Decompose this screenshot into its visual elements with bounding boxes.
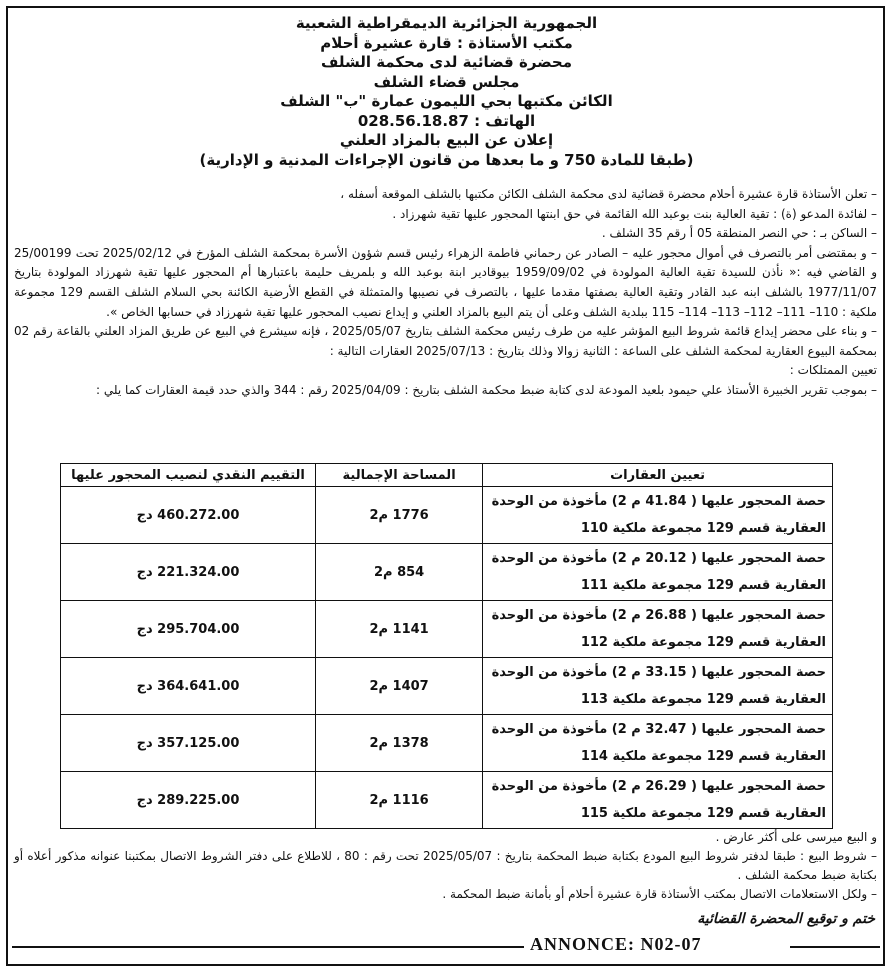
property-description: حصة المحجور عليها ( 41.84 م 2) مأخوذة من الوحدة العقارية قسم 129 مجموعة ملكية 110 [483,487,833,544]
header-value: التقييم النقدي لنصيب المحجور عليها [61,464,316,487]
footer-inquiries: – ولكل الاستعلامات الاتصال بمكتب الأستاذة قارة عشيرة أحلام أو بأمانة ضبط المحكمة . [442,887,877,901]
table-row [61,544,833,601]
property-value: 295.704.00 دج [61,601,316,658]
announcement-footer [14,828,877,904]
paragraph-beneficiary: – لفائدة المدعو (ة) : تقية العالية بنت بوعبد الله القائمة في حق ابنتها المحجور عليها تقية شهرزاد . [392,206,877,221]
property-value: 364.641.00 دج [61,658,316,715]
property-description: حصة المحجور عليها ( 26.88 م 2) مأخوذة من الوحدة العقارية قسم 129 مجموعة ملكية 112 [483,601,833,658]
paragraph-sale-details: – و بناء على محضر إيداع قائمة شروط البيع المؤشر عليه من طرف رئيس محكمة الشلف بتاريخ 2025/05/07 ، فإنه سيشرع في البيع عن طريق المزاد العلني بالقاعة رقم 02 بمحكمة البيوع العقارية لمحكمة الشلف على الساعة : الثانية زوالا وذلك بتاريخ : 2025/07/13 العقارات التالية : [14,324,877,358]
bottom-rule-left [12,946,524,948]
document-title: إعلان عن البيع بالمزاد العلني [339,131,554,149]
property-table [60,463,833,829]
property-value: 221.324.00 دج [61,544,316,601]
property-area: 1116 م2 [316,772,483,829]
property-area: 1407 م2 [316,658,483,715]
table-row [61,772,833,829]
document-subtitle: (طبقا للمادة 750 و ما بعدها من قانون الإجراءات المدنية و الإدارية) [199,150,694,169]
role-line: محضرة قضائية لدى محكمة الشلف [320,53,573,71]
paragraph-expert-report: – بموجب تقرير الخبيرة الأستاذ علي حيمود بلعيد المودعة لدى كتابة ضبط محكمة الشلف بتاريخ : 2025/04/09 رقم : 344 والذي حدد قيمة العقارات كما يلي : [96,382,877,397]
table-row [61,601,833,658]
footer-highest-bidder: و البيع ميرسى على أكثر عارض . [715,830,877,844]
property-value: 460.272.00 دج [61,487,316,544]
property-value: 289.225.00 دج [61,772,316,829]
property-area: 1378 م2 [316,715,483,772]
property-area: 1141 م2 [316,601,483,658]
table-row [61,487,833,544]
property-description: حصة المحجور عليها ( 20.12 م 2) مأخوذة من الوحدة العقارية قسم 129 مجموعة ملكية 111 [483,544,833,601]
signature-line: ختم و توقيع المحضرة القضائية [697,911,875,927]
footer-sale-conditions: – شروط البيع : طبقا لدفتر شروط البيع المودع بكتابة ضبط المحكمة بتاريخ : 2025/05/07 تحت رقم : 80 ، للاطلاع على دفتر الشروط الاتصال بمكتبنا عنوانه مذكور أعلاه أو بكتابة ضبط محكمة الشلف . [14,849,878,882]
paragraph-residence: – الساكن بـ : حي النصر المنطقة 05 أ رقم 35 الشلف . [601,226,877,241]
property-description: حصة المحجور عليها ( 26.29 م 2) مأخوذة من الوحدة العقارية قسم 129 مجموعة ملكية 115 [483,772,833,829]
header-property: تعيين العقارات [483,464,833,487]
property-area: 854 م2 [316,544,483,601]
council-line: مجلس قضاء الشلف [373,72,520,91]
table-row [61,715,833,772]
paragraph-court-order: – و بمقتضى أمر بالتصرف في أموال محجور عليه – الصادر عن رحماني فاطمة الزهراء رئيس قسم شؤون الأسرة بمحكمة الشلف المؤرخ في 2025/02/12 تحت 25/00199 و القاضي فيه :« نأذن للسيدة تقية العالية المولودة في 1959/09/02 بيوقادير ابنة بوعبد الله و بلمريف حليمة باعتبارها أم المحجور عليها تقية شهرزاد المولودة بتاريخ 1977/11/07 بالشلف ابنه عبد القادر وتقية العالية بصفتها مقدما عليها ، بالتصرف في نصيبها والمتمثلة في القطع الأرضية الكائنة بحي السلام الشلف القسم 129 مجموعة ملكية : 110– 111– 112– 113– 114– 115 ببلدية الشلف وعلى أن يتم البيع بالمزاد العلني و إيداع نصيب المحجور عليها تقية شهرزاد في حسابها الخاص ». [14,245,878,319]
table-header-row [61,464,833,487]
property-area: 1776 م2 [316,487,483,544]
document-header [0,14,893,170]
property-description: حصة المحجور عليها ( 32.47 م 2) مأخوذة من الوحدة العقارية قسم 129 مجموعة ملكية 114 [483,715,833,772]
phone-line: الهاتف : 028.56.18.87 [357,111,536,130]
property-description: حصة المحجور عليها ( 33.15 م 2) مأخوذة من الوحدة العقارية قسم 129 مجموعة ملكية 113 [483,658,833,715]
office-line: مكتب الأستاذة : قارة عشيرة أحلام [320,33,573,52]
republic-line: الجمهورية الجزائرية الديمقراطية الشعبية [295,14,598,32]
property-value: 357.125.00 دج [61,715,316,772]
table-row [61,658,833,715]
address-line: الكائن مكتبها بحي الليمون عمارة "ب" الشلف [280,92,613,110]
paragraph-property-heading: تعيين الممتلكات : [789,363,877,378]
paragraph-announcer: – تعلن الأستاذة قارة عشيرة أحلام محضرة قضائية لدى محكمة الشلف الكائن مكتبها بالشلف الموقعة أسفله ، [340,187,877,201]
bottom-rule-right [790,946,880,948]
announcement-number: ANNONCE: N02-07 [530,934,702,954]
header-area: المساحة الإجمالية [316,464,483,487]
announcement-body [14,185,877,401]
